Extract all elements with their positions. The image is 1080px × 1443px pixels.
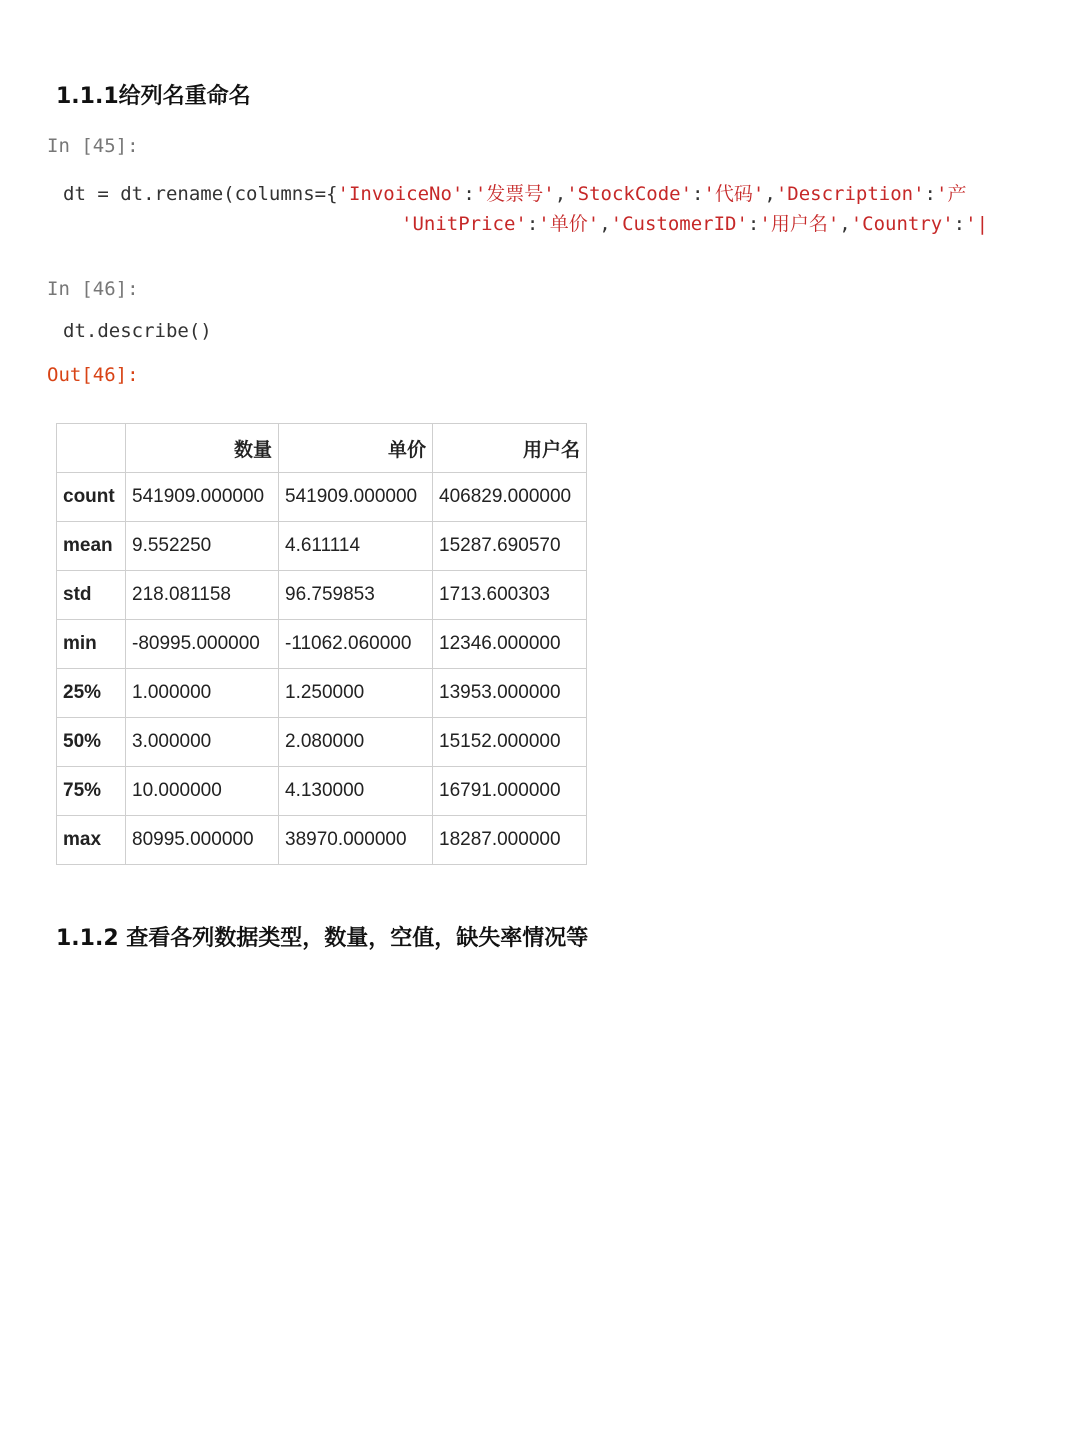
table-cell: 1713.600303	[433, 571, 587, 620]
table-cell: 96.759853	[279, 571, 433, 620]
row-label: min	[57, 620, 126, 669]
code-token: :	[692, 183, 704, 205]
row-label: 50%	[57, 718, 126, 767]
row-label: count	[57, 473, 126, 522]
table-cell: 406829.000000	[433, 473, 587, 522]
table-row	[57, 473, 587, 522]
out-prompt-46: Out[46]:	[47, 364, 139, 386]
table-cell: 12346.000000	[433, 620, 587, 669]
code-cell-45-line-2[interactable]	[401, 209, 1018, 236]
table-cell: 218.081158	[126, 571, 279, 620]
code-string-token: '单价'	[538, 213, 600, 235]
row-label: std	[57, 571, 126, 620]
code-string-token: '产	[936, 183, 967, 205]
table-row	[57, 522, 587, 571]
code-string-token: '发票号'	[474, 183, 555, 205]
table-row	[57, 620, 587, 669]
code-string-token: '代码'	[703, 183, 765, 205]
describe-output-table	[56, 423, 587, 865]
column-header: 用户名	[433, 424, 587, 473]
table-row	[57, 571, 587, 620]
table-cell: 13953.000000	[433, 669, 587, 718]
table-cell: 18287.000000	[433, 816, 587, 865]
table-cell: 1.000000	[126, 669, 279, 718]
code-token: ,	[839, 213, 851, 235]
table-row	[57, 669, 587, 718]
code-cell-46[interactable]: dt.describe()	[63, 320, 212, 342]
table-cell: 4.130000	[279, 767, 433, 816]
code-token: :	[526, 213, 539, 235]
table-corner-cell	[57, 424, 126, 473]
row-label: 25%	[57, 669, 126, 718]
code-token: :	[747, 213, 760, 235]
table-cell: 541909.000000	[126, 473, 279, 522]
code-string-token: 'Description'	[775, 183, 925, 205]
section-heading-rename: 1.1.1给列名重命名	[56, 84, 251, 109]
table-cell: 10.000000	[126, 767, 279, 816]
table-row	[57, 816, 587, 865]
table-cell: 15152.000000	[433, 718, 587, 767]
column-header: 单价	[279, 424, 433, 473]
table-cell: 2.080000	[279, 718, 433, 767]
code-string-token: 'Country'	[850, 213, 954, 235]
code-string-token: '|	[965, 213, 989, 235]
row-label: max	[57, 816, 126, 865]
table-cell: 4.611114	[279, 522, 433, 571]
code-string-token: '用户名'	[759, 213, 840, 235]
table-row	[57, 767, 587, 816]
table-cell: 38970.000000	[279, 816, 433, 865]
section-heading-dtypes: 1.1.2 查看各列数据类型，数量，空值，缺失率情况等	[56, 926, 589, 951]
in-prompt-46: In [46]:	[47, 278, 139, 300]
table-cell: 3.000000	[126, 718, 279, 767]
table-cell: -11062.060000	[279, 620, 433, 669]
table-cell: 15287.690570	[433, 522, 587, 571]
code-token: :	[953, 213, 966, 235]
code-cell-45-line-1[interactable]	[63, 179, 1018, 206]
code-string-token: 'StockCode'	[566, 183, 693, 205]
code-token: ,	[764, 183, 776, 205]
table-cell: -80995.000000	[126, 620, 279, 669]
table-cell: 16791.000000	[433, 767, 587, 816]
row-label: mean	[57, 522, 126, 571]
code-token: :	[463, 183, 475, 205]
code-string-token: 'InvoiceNo'	[337, 183, 464, 205]
code-token: ,	[554, 183, 567, 205]
table-cell: 541909.000000	[279, 473, 433, 522]
table-body	[57, 473, 587, 865]
row-label: 75%	[57, 767, 126, 816]
column-header: 数量	[126, 424, 279, 473]
code-string-token: 'CustomerID'	[610, 213, 748, 235]
in-prompt-45: In [45]:	[47, 135, 139, 157]
table-cell: 1.250000	[279, 669, 433, 718]
code-string-token: 'UnitPrice'	[401, 213, 527, 235]
code-token: ,	[599, 213, 611, 235]
code-token: dt = dt.rename(columns={	[63, 183, 338, 205]
code-token: :	[924, 183, 936, 205]
table-cell: 9.552250	[126, 522, 279, 571]
table-header-row	[57, 424, 587, 473]
table-row	[57, 718, 587, 767]
table-cell: 80995.000000	[126, 816, 279, 865]
